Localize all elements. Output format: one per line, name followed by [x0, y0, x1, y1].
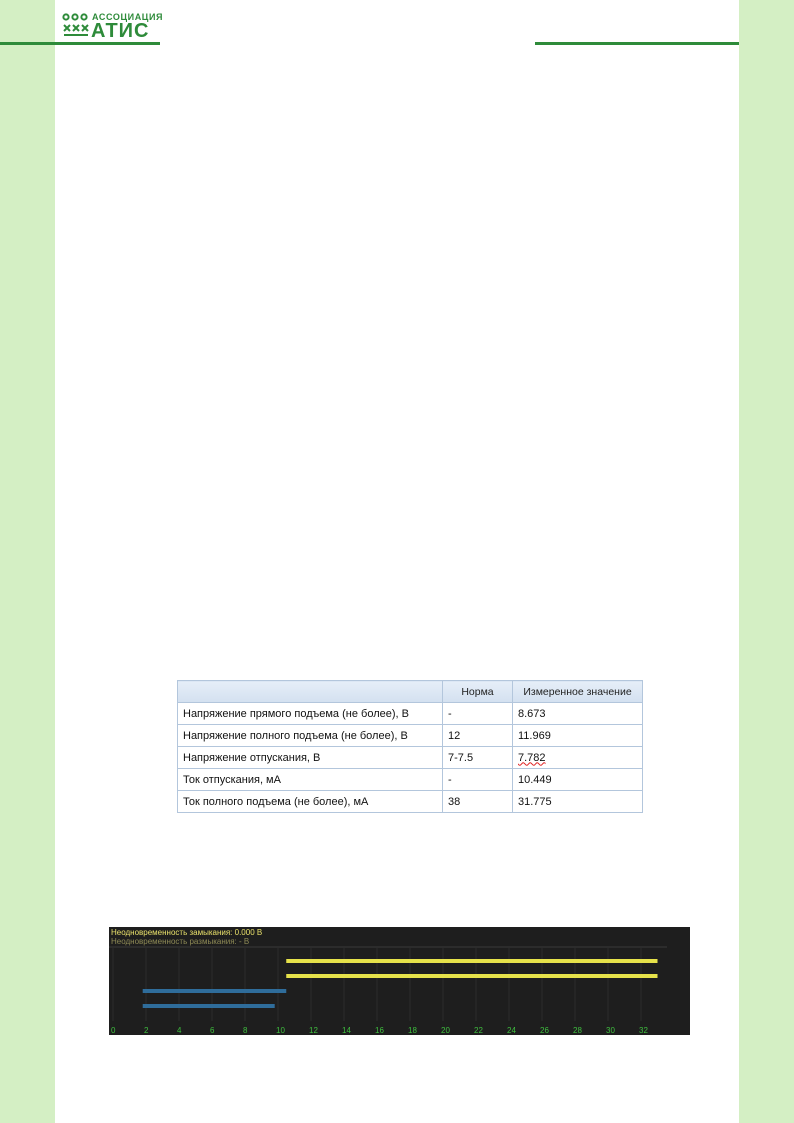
table-row	[178, 703, 643, 725]
x-tick-label: 16	[375, 1026, 384, 1035]
parameters-table	[177, 680, 643, 813]
value-cell	[513, 747, 643, 769]
x-tick-label: 12	[309, 1026, 318, 1035]
header-rule-left	[0, 42, 160, 45]
x-tick-label: 2	[144, 1026, 149, 1035]
x-tick-label: 10	[276, 1026, 285, 1035]
x-tick-label: 4	[177, 1026, 182, 1035]
x-tick-label: 26	[540, 1026, 549, 1035]
x-tick-label: 6	[210, 1026, 215, 1035]
x-tick-label: 18	[408, 1026, 417, 1035]
param-cell: Напряжение полного подъема (не более), В	[178, 725, 443, 747]
logo-top-text: АССОЦИАЦИЯ	[92, 12, 164, 22]
header-param	[178, 681, 443, 703]
norm-cell: -	[443, 703, 513, 725]
param-cell: Ток отпускания, мА	[178, 769, 443, 791]
value-cell: 8.673	[513, 703, 643, 725]
table-row	[178, 725, 643, 747]
atis-logo	[62, 12, 172, 42]
logo-mark-icon	[62, 13, 89, 40]
norm-cell: 12	[443, 725, 513, 747]
x-tick-label: 32	[639, 1026, 648, 1035]
x-tick-label: 20	[441, 1026, 450, 1035]
timing-chart	[109, 927, 690, 1035]
x-tick-label: 14	[342, 1026, 351, 1035]
header-norm: Норма	[443, 681, 513, 703]
header-rule-right	[535, 42, 739, 45]
spellcheck-value: 7.782	[518, 751, 546, 764]
param-cell: Напряжение отпускания, В	[178, 747, 443, 769]
value-cell: 31.775	[513, 791, 643, 813]
x-tick-label: 22	[474, 1026, 483, 1035]
x-tick-label: 0	[111, 1026, 116, 1035]
logo-main-text: АТИС	[91, 20, 150, 42]
table-header-row	[178, 681, 643, 703]
x-tick-label: 30	[606, 1026, 615, 1035]
chart-label-closing: Неодновременность замыкания: 0.000 В	[111, 928, 263, 937]
param-cell: Ток полного подъема (не более), мА	[178, 791, 443, 813]
chart-label-opening: Неодновременность размыкания: - В	[111, 937, 250, 946]
norm-cell: 38	[443, 791, 513, 813]
timing-bar	[286, 974, 657, 978]
timing-bar	[143, 989, 287, 993]
table-row	[178, 747, 643, 769]
x-tick-label: 24	[507, 1026, 516, 1035]
timing-bar	[143, 1004, 275, 1008]
norm-cell: -	[443, 769, 513, 791]
right-margin-band	[739, 0, 794, 1123]
x-tick-label: 28	[573, 1026, 582, 1035]
timing-bar	[286, 959, 657, 963]
value-cell: 10.449	[513, 769, 643, 791]
header-value: Измеренное значение	[513, 681, 643, 703]
left-margin-band	[0, 0, 55, 1123]
value-cell: 11.969	[513, 725, 643, 747]
table-row	[178, 769, 643, 791]
table-row	[178, 791, 643, 813]
x-tick-label: 8	[243, 1026, 248, 1035]
param-cell: Напряжение прямого подъема (не более), В	[178, 703, 443, 725]
norm-cell: 7-7.5	[443, 747, 513, 769]
